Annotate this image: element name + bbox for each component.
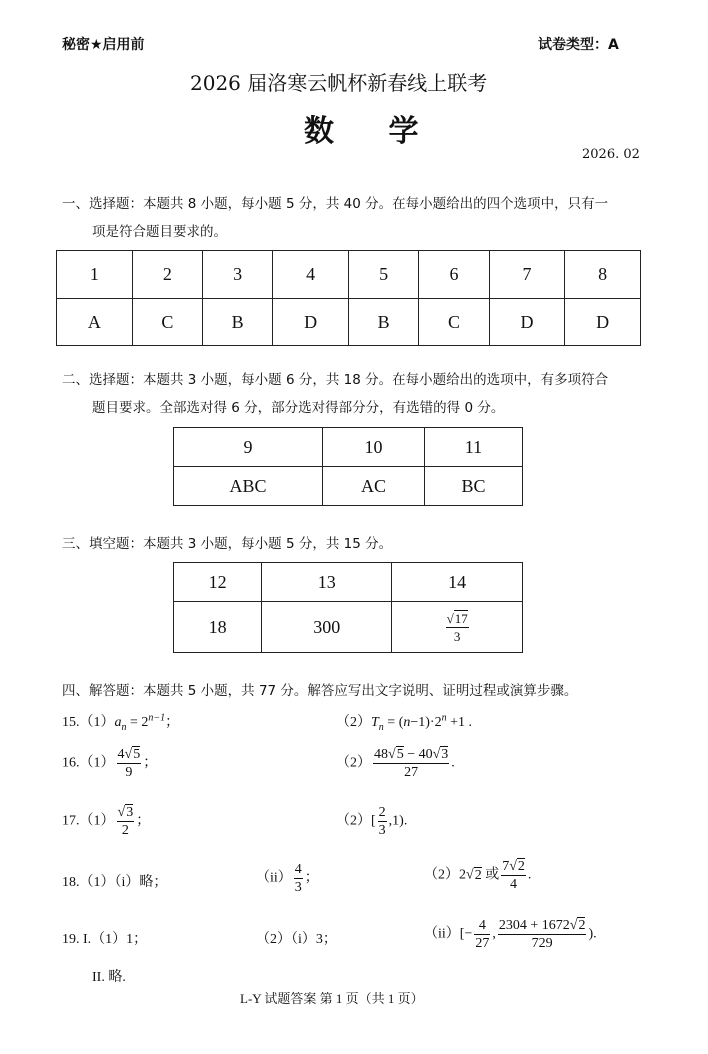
s1-ans: D	[565, 299, 641, 346]
s3-ans-q14: $\frac{√17}{3}$	[392, 602, 523, 653]
q18-part1: 18.（1）（i）略；	[62, 875, 168, 890]
s1-num: 7	[489, 251, 565, 299]
q17-part1: 17.（1） $\frac{√3}{2}$ ；	[62, 805, 151, 838]
section2-number-row	[174, 428, 523, 467]
section1-answer-row	[57, 299, 641, 346]
s1-ans: D	[489, 299, 565, 346]
s1-num: 1	[57, 251, 133, 299]
s3-num: 13	[262, 563, 392, 602]
section1-table	[56, 250, 641, 346]
s1-ans: C	[132, 299, 202, 346]
q18-part2: （2）2√2 或 $\frac{7√2}{4}$ .	[424, 859, 532, 892]
confidential-label: 秘密★启用前	[62, 37, 145, 53]
page-footer: L-Y 试题答案 第 1 页（共 1 页）	[240, 991, 424, 1006]
s3-num: 14	[392, 563, 523, 602]
q17-part2: （2）[ $\frac{2}{3}$ ,1).	[336, 805, 408, 838]
q16-part2: （2） $\frac{48√5 - 40√3}{27}$ .	[336, 747, 455, 780]
s1-num: 6	[419, 251, 489, 299]
s2-ans: ABC	[174, 467, 323, 506]
s2-num: 9	[174, 428, 323, 467]
s1-num: 8	[565, 251, 641, 299]
s1-num: 4	[273, 251, 349, 299]
s1-ans: C	[419, 299, 489, 346]
section4-line1: 四、解答题：本题共 5 小题，共 77 分。解答应写出文字说明、证明过程或演算步骤。	[62, 683, 578, 699]
section3-answer-row	[174, 602, 523, 653]
q19-part2-ii: （ii）[− $\frac{4}{27}$ , $\frac{2304 + 1672√2}{729}$ ).	[424, 918, 597, 951]
s3-ans: 300	[262, 602, 392, 653]
s1-ans: B	[202, 299, 272, 346]
s1-ans: A	[57, 299, 133, 346]
s2-ans: AC	[322, 467, 424, 506]
paper-type-label: 试卷类型：A	[538, 37, 619, 53]
section1-line1: 一、选择题：本题共 8 小题，每小题 5 分，共 40 分。在每小题给出的四个选项中，只有一	[62, 196, 609, 212]
section2-table	[173, 427, 523, 506]
s1-num: 3	[202, 251, 272, 299]
s2-num: 11	[424, 428, 522, 467]
section2-answer-row	[174, 467, 523, 506]
s1-num: 5	[348, 251, 418, 299]
s3-num: 12	[174, 563, 262, 602]
s2-num: 10	[322, 428, 424, 467]
section3-line1: 三、填空题：本题共 3 小题，每小题 5 分，共 15 分。	[62, 536, 393, 552]
q15-part1: $15.(1)a_n = 2^{n-1}$；	[62, 712, 180, 733]
q19-part1: 19. I.（1）1；	[62, 932, 148, 947]
s1-num: 2	[132, 251, 202, 299]
section3-table	[173, 562, 523, 653]
section2-line2: 题目要求。全部选对得 6 分，部分选对得部分分，有选错的得 0 分。	[92, 400, 505, 416]
section3-number-row	[174, 563, 523, 602]
exam-title: 2026 届洛寒云帆杯新春线上联考	[190, 71, 488, 95]
section1-line2: 项是符合题目要求的。	[92, 224, 227, 240]
section2-line1: 二、选择题：本题共 3 小题，每小题 6 分，共 18 分。在每小题给出的选项中，有多项符合	[62, 372, 609, 388]
subject-title: 数 学	[304, 114, 441, 149]
section1-number-row	[57, 251, 641, 299]
q18-part1-ii: （ii） $\frac{4}{3}$ ；	[256, 862, 319, 895]
s1-ans: B	[348, 299, 418, 346]
q19-part-ii: II. 略.	[92, 970, 126, 985]
q19-part2-i: （2）（i）3；	[256, 932, 337, 947]
s1-ans: D	[273, 299, 349, 346]
exam-date: 2026. 02	[582, 147, 640, 162]
s3-ans: 18	[174, 602, 262, 653]
q15-part2: $(2)T_n = (n-1)\cdot 2^n +1$ .	[336, 712, 472, 733]
s2-ans: BC	[424, 467, 522, 506]
q16-part1: 16.（1） $\frac{4√5}{9}$ ；	[62, 747, 158, 780]
